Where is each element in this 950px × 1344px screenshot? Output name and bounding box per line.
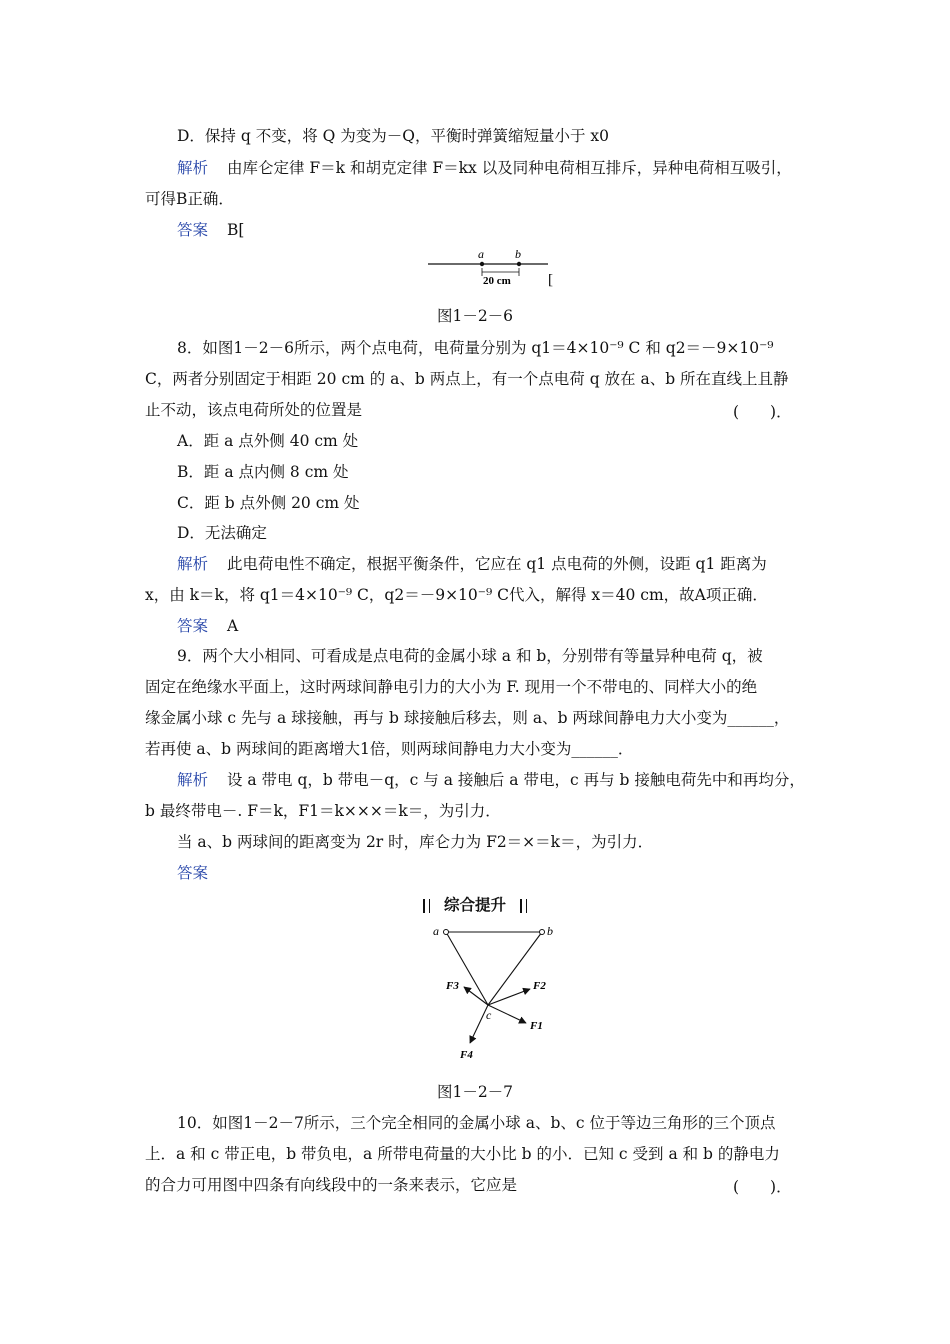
option-d: D．保持 q 不变，将 Q 为变为－Q，平衡时弹簧缩短量小于 x0 bbox=[177, 127, 610, 145]
q7-analysis-line2: 可得B正确． bbox=[145, 190, 234, 208]
answer-label: 答案 bbox=[177, 617, 209, 635]
q10-line1: 10．如图1－2－7所示，三个完全相同的金属小球 a、b、c 位于等边三角形的三个顶点 bbox=[177, 1114, 776, 1132]
q9-line2: 固定在绝缘水平面上，这时两球间静电引力的大小为 F. 现用一个不带电的、同样大小的绝 bbox=[145, 678, 758, 696]
section-header: 综合提升 bbox=[0, 893, 950, 915]
q8-analysis-line2: x，由 k＝k，将 q1＝4×10⁻⁹ C，q2＝－9×10⁻⁹ C代入，解得 x＝40 cm，故A项正确． bbox=[145, 586, 768, 604]
q8-line2: C，两者分别固定于相距 20 cm 的 a、b 两点上，有一个点电荷 q 放在 a、b 所在直线上且静 bbox=[145, 370, 789, 388]
q8-option-a: A．距 a 点外侧 40 cm 处 bbox=[177, 432, 359, 450]
label-b: b bbox=[547, 924, 553, 938]
bracket: [ bbox=[548, 272, 553, 288]
q7-answer: 答案 B[ bbox=[177, 221, 245, 239]
q9-analysis-line1: 解析 设 a 带电 q，b 带电－q，c 与 a 接触后 a 带电，c 再与 b 接触电荷先中和再均分， bbox=[177, 771, 805, 789]
edge-ac bbox=[446, 932, 488, 1005]
arrow-f3 bbox=[464, 987, 488, 1005]
point-a bbox=[480, 262, 484, 266]
arrow-f1 bbox=[488, 1005, 526, 1023]
answer-label: 答案 bbox=[177, 221, 209, 239]
q8-answer: 答案 A bbox=[177, 617, 239, 635]
label-a: a bbox=[478, 247, 484, 261]
analysis-label: 解析 bbox=[177, 555, 209, 573]
analysis-label: 解析 bbox=[177, 771, 209, 789]
label-f3: F3 bbox=[446, 980, 459, 992]
header-bar-right bbox=[520, 899, 527, 913]
q8-line1: 8．如图1－2－6所示，两个点电荷，电荷量分别为 q1＝4×10⁻⁹ C 和 q2＝－9×10⁻⁹ bbox=[177, 339, 774, 357]
q8-option-c: C．距 b 点外侧 20 cm 处 bbox=[177, 494, 360, 512]
q9-analysis-line2: b 最终带电－. F＝k，F1＝k×××＝k＝，为引力． bbox=[145, 802, 501, 820]
header-bar-left bbox=[423, 899, 430, 913]
label-f4: F4 bbox=[460, 1049, 473, 1061]
q9-line3: 缘金属小球 c 先与 a 球接触，再与 b 球接触后移去，则 a、b 两球间静电力大小变为______， bbox=[145, 709, 790, 727]
q9-analysis-line3: 当 a、b 两球间的距离变为 2r 时，库仑力为 F2＝×＝k＝，为引力． bbox=[177, 833, 654, 851]
q8-analysis-line1: 解析 此电荷电性不确定，根据平衡条件，它应在 q1 点电荷的外侧，设距 q1 距离为 bbox=[177, 555, 767, 573]
figure-caption-1-2-7: 图1－2－7 bbox=[436, 1083, 514, 1101]
q10-line2: 上．a 和 c 带正电，b 带负电，a 所带电荷量的大小比 b 的小．已知 c 受到 a 和 b 的静电力 bbox=[145, 1145, 780, 1163]
q10-answer-paren: ( )． bbox=[733, 1178, 792, 1196]
figure-1-2-7 bbox=[420, 915, 580, 1065]
figure-1-2-6 bbox=[420, 246, 570, 292]
analysis-label: 解析 bbox=[177, 159, 209, 177]
q8-answer-paren: ( )． bbox=[733, 403, 792, 421]
q8-option-d: D．无法确定 bbox=[177, 524, 267, 542]
distance-label: 20 cm bbox=[483, 275, 511, 287]
point-b bbox=[540, 930, 545, 935]
arrow-f4 bbox=[470, 1005, 488, 1043]
label-f2: F2 bbox=[533, 980, 546, 992]
q10-line3: 的合力可用图中四条有向线段中的一条来表示，它应是 bbox=[145, 1176, 518, 1194]
label-f1: F1 bbox=[530, 1020, 543, 1032]
label-b: b bbox=[515, 247, 521, 261]
answer-label: 答案 bbox=[177, 864, 209, 882]
q9-answer bbox=[177, 863, 208, 883]
figure-caption-1-2-6: 图1－2－6 bbox=[436, 307, 514, 325]
q9-line1: 9．两个大小相同、可看成是点电荷的金属小球 a 和 b，分别带有等量异种电荷 q，被 bbox=[177, 647, 763, 665]
q8-line3: 止不动，该点电荷所处的位置是 bbox=[145, 401, 363, 419]
q8-option-b: B．距 a 点内侧 8 cm 处 bbox=[177, 463, 349, 481]
point-a bbox=[444, 930, 449, 935]
label-a: a bbox=[433, 924, 439, 938]
q9-line4: 若再使 a、b 两球间的距离增大1倍，则两球间静电力大小变为______． bbox=[145, 740, 634, 758]
label-c: c bbox=[486, 1008, 492, 1022]
point-b bbox=[517, 262, 521, 266]
q7-analysis-line1: 解析 由库仑定律 F＝k 和胡克定律 F＝kx 以及同种电荷相互排斥，异种电荷相互吸引， bbox=[177, 159, 792, 177]
edge-bc bbox=[488, 932, 542, 1005]
